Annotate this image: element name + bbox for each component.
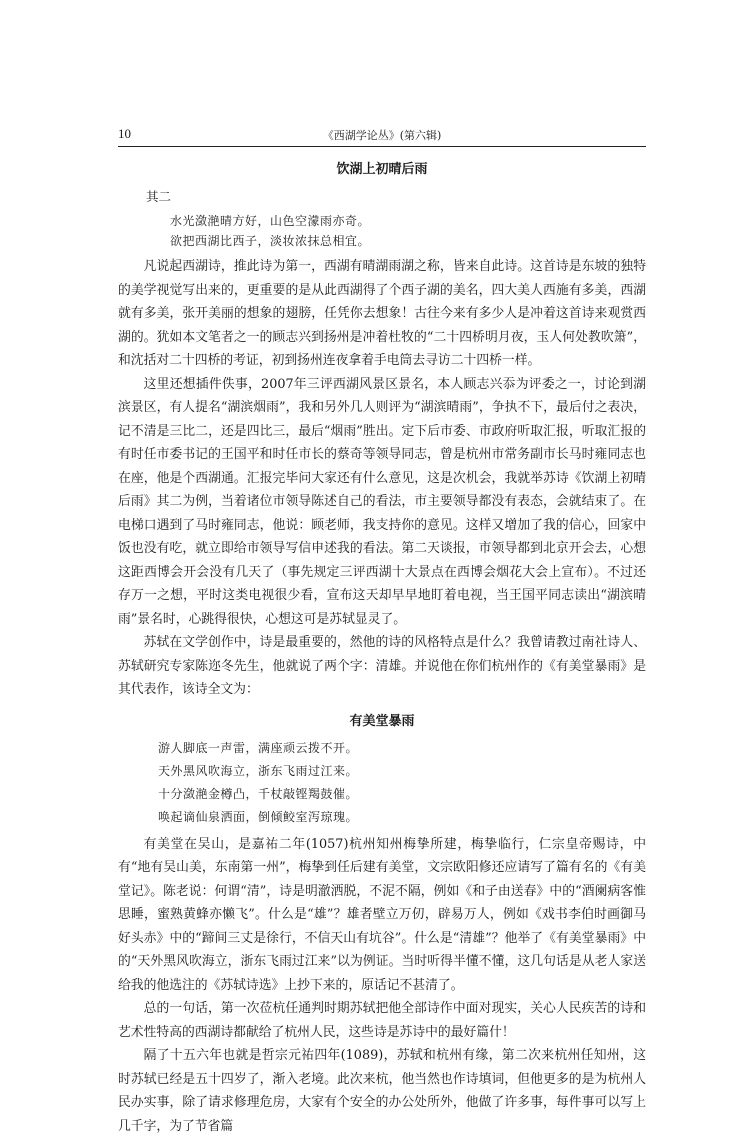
paragraph: 凡说起西湖诗，推此诗为第一，西湖有晴湖雨湖之称，皆来自此诗。这首诗是东坡的独特的美学视觉写出来的，更重要的是从此西湖得了个西子湖的美名，四大美人西施有多美，西湖就有多美，张开美丽的想象的翅膀，任凭你去想象！古往今来有多少人是冲着这首诗来观赏西湖的。犹如本文笔者之一的顾志兴到扬州是冲着杜牧的“二十四桥明月夜，玉人何处教吹箫”，和沈括对二十四桥的考证，初到扬州连夜拿着手电筒去寻访二十四桥一样。	[118, 259, 646, 368]
poem-line: 十分潋滟金樽凸，千杖敲铿羯鼓催。	[158, 786, 359, 801]
poem-line: 唤起谪仙泉洒面，倒倾鲛室泻琼瑰。	[158, 809, 359, 824]
page-body	[118, 154, 646, 1138]
paragraph: 苏轼在文学创作中，诗是最重要的，然他的诗的风格特点是什么？我曾请教过南社诗人、苏轼研究专家陈迩冬先生，他就说了两个字：清雄。并说他在你们杭州作的《有美堂暴雨》是其代表作，该诗全文为：	[118, 635, 646, 697]
paragraph: 有美堂在吴山，是嘉祐二年(1057)杭州知州梅挚所建，梅挚临行，仁宗皇帝赐诗，中有“地有吴山美，东南第一州”，梅挚到任后建有美堂，文宗欧阳修还应请写了篇有名的《有美堂记》。陈老说：何谓“清”，诗是明澈洒脱，不泥不隔，例如《和子由送春》中的“酒阑病客惟思睡，蜜熟黄蜂亦懒飞”。什么是“雄”？雄者壁立万仞，辟易万人，例如《戏书李伯时画御马好头赤》中的“蹄间三丈是徐行，不信天山有坑谷”。什么是“清雄”？他举了《有美堂暴雨》中的“天外黑风吹海立，浙东飞雨过江来”以为例证。当时听得半懂不懂，这几句话是从老人家送给我的他选注的《苏轼诗选》上抄下来的，原话记不甚清了。	[118, 836, 646, 993]
poem-title: 有美堂暴雨	[349, 713, 415, 729]
page-number: 10	[118, 126, 131, 141]
poem-title: 饮湖上初晴后雨	[336, 162, 428, 177]
poem-line: 游人脚底一声雷，满座顽云拨不开。	[158, 740, 359, 755]
paragraph: 隔了十五六年也就是哲宗元祐四年(1089)，苏轼和杭州有缘，第二次来杭州任知州，这时苏轼已经是五十四岁了，渐入老境。此次来杭，他当然也作诗填词，但他更多的是为杭州人民办实事，除了请求修理危房，大家有个安全的办公处所外，他做了许多事，每件事可以写上几千字，为了节省篇	[118, 1048, 646, 1134]
paragraph: 总的一句话，第一次莅杭任通判时期苏轼把他全部诗作中面对现实，关心人民疾苦的诗和艺术性特高的西湖诗都献给了杭州人民，这些诗是苏诗中的最好篇什！	[118, 1001, 646, 1040]
paragraph: 这里还想插件佚事，2007年三评西湖风景区景名，本人顾志兴忝为评委之一，讨论到湖滨景区，有人提名“湖滨烟雨”，我和另外几人则评为“湖滨晴雨”，争执不下，最后付之表决，记不清是三比二，还是四比三，最后“烟雨”胜出。定下后市委、市政府听取汇报，听取汇报的有时任市委书记的王国平和时任市长的蔡奇等领导同志，曾是杭州市常务副市长马时雍同志也在座，他是个西湖通。汇报完毕问大家还有什么意见，这是次机会，我就举苏诗《饮湖上初晴后雨》其二为例，当着诸位市领导陈述自己的看法，市主要领导都没有表态，会就结束了。在电梯口遇到了马时雍同志，他说：顾老师，我支持你的意见。这样又增加了我的信心，回家中饭也没有吃，就立即给市领导写信申述我的看法。第二天谈报，市领导都到北京开会去，心想这距西博会开会没有几天了（事先规定三评西湖十大景点在西博会烟花大会上宣布）。不过还存万一之想，平时这类电视很少看，宣布这天却早早地盯着电视，当王国平同志读出“湖滨晴雨”景名时，心跳得很快，心想这可是苏轼显灵了。	[118, 376, 646, 627]
poem-line: 天外黑风吹海立，浙东飞雨过江来。	[158, 763, 359, 778]
page-header	[118, 124, 646, 147]
poem-line: 欲把西湖比西子，淡妆浓抹总相宜。	[170, 234, 371, 248]
poem-line: 水光潋滟晴方好，山色空濛雨亦奇。	[170, 214, 371, 228]
running-title: 《西湖学论丛》(第六辑)	[322, 129, 442, 142]
poem-subtitle: 其二	[146, 189, 172, 204]
